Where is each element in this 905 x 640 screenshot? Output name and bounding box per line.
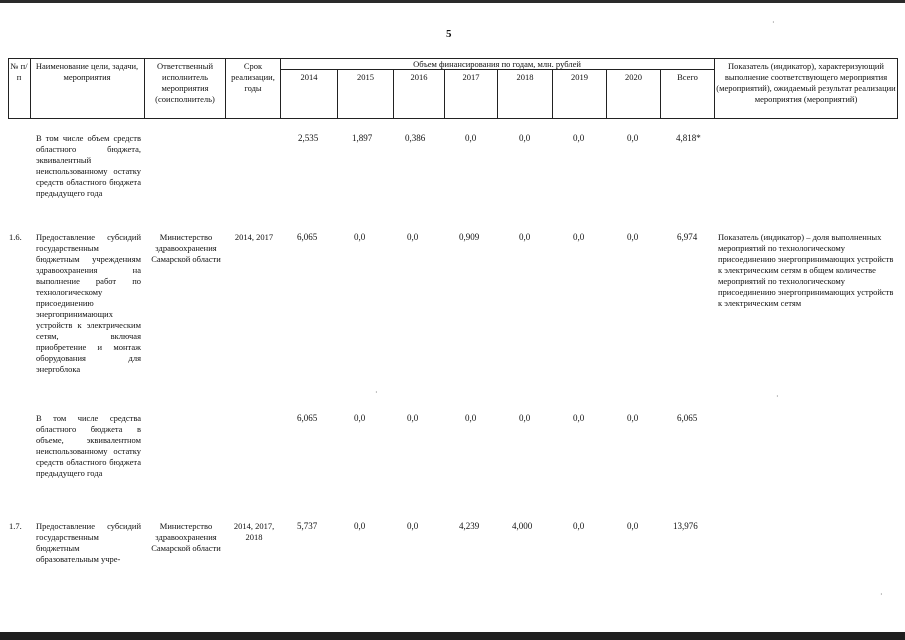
row-term: 2014, 2017, 2018 xyxy=(233,521,275,542)
page-number: 5 xyxy=(446,28,452,40)
row-value: 0,0 xyxy=(573,133,585,143)
row-value: 0,0 xyxy=(627,413,639,423)
row-value: 0,0 xyxy=(573,232,585,242)
header-year: 2017 xyxy=(462,72,480,82)
row-value: 0,0 xyxy=(573,413,585,423)
row-value: 2,535 xyxy=(298,133,319,143)
row-value: 0,0 xyxy=(519,413,531,423)
row-num: 1.7. xyxy=(9,521,22,531)
row-num: 1.6. xyxy=(9,232,22,242)
row-value: 0,0 xyxy=(627,232,639,242)
row-value: 0,0 xyxy=(354,413,366,423)
scan-speck: · xyxy=(772,18,775,27)
row-value: 0,0 xyxy=(354,521,366,531)
row-value: 6,065 xyxy=(297,232,318,242)
header-year: 2020 xyxy=(625,72,642,82)
row-value: 0,0 xyxy=(573,521,585,531)
row-responsible: Министерство здравоохранения Самарской области xyxy=(151,232,221,264)
row-value: 0,0 xyxy=(407,521,419,531)
row-value: 4,239 xyxy=(459,521,480,531)
row-value: 4,000 xyxy=(512,521,533,531)
header-year: 2018 xyxy=(516,72,534,82)
row-name: В том числе объем средств областного бюджета, эквивалентный неиспользованному остатку средств областного бюджета предыдущего года xyxy=(36,133,141,198)
header-year: 2015 xyxy=(357,72,374,82)
row-value: 0,386 xyxy=(405,133,426,143)
top-border xyxy=(0,0,905,3)
row-value: 0,0 xyxy=(465,133,477,143)
row-name: В том числе средства областного бюджета в объеме, эквивалентном неиспользованному остатку средств областного бюджета предыдущего года xyxy=(36,413,141,478)
row-total: 6,974 xyxy=(677,232,698,242)
row-value: 0,0 xyxy=(407,232,419,242)
header-responsible: Ответственный исполнитель мероприятия (соисполнитель) xyxy=(155,61,215,104)
col-divider xyxy=(714,58,715,119)
row-value: 0,0 xyxy=(627,133,639,143)
row-value: 0,0 xyxy=(627,521,639,531)
row-value: 1,897 xyxy=(352,133,373,143)
col-divider xyxy=(30,58,31,119)
row-value: 0,909 xyxy=(459,232,480,242)
header-num: № п/п xyxy=(10,61,28,82)
row-value: 5,737 xyxy=(297,521,318,531)
row-total: 6,065 xyxy=(677,413,698,423)
row-value: 0,0 xyxy=(407,413,419,423)
row-total: 4,818* xyxy=(676,133,701,143)
header-term: Срок реализации, годы xyxy=(231,61,275,93)
row-value: 0,0 xyxy=(519,232,531,242)
header-indicator: Показатель (индикатор), характеризующий выполнение соответствующего мероприятия (мероприятий), ожидаемый результат реализации мероприятия (мероприятий) xyxy=(716,61,896,104)
row-value: 0,0 xyxy=(465,413,477,423)
header-financing: Объем финансирования по годам, млн. рублей xyxy=(413,59,581,69)
header-year: 2019 xyxy=(571,72,588,82)
header-year: 2014 xyxy=(300,72,318,82)
bottom-border xyxy=(0,632,905,640)
col-divider xyxy=(897,58,898,119)
row-total: 13,976 xyxy=(673,521,698,531)
row-name: Предоставление субсидий государственным бюджетным образовательным учре- xyxy=(36,521,141,564)
scan-speck: · xyxy=(375,388,378,397)
header-total: Всего xyxy=(677,72,698,82)
row-value: 0,0 xyxy=(519,133,531,143)
row-value: 0,0 xyxy=(354,232,366,242)
scan-speck: · xyxy=(880,590,883,599)
row-term: 2014, 2017 xyxy=(234,232,274,242)
scan-speck: · xyxy=(776,392,779,401)
row-value: 6,065 xyxy=(297,413,318,423)
header-year: 2016 xyxy=(410,72,428,82)
col-divider xyxy=(280,58,281,119)
row-indicator: Показатель (индикатор) – доля выполненных мероприятий по технологическому присоединению энергопринимающих устройств к электрическим сетям в общем количестве мероприятий по технологическому присоединению энергопринимающих устройств к электрическим сетям xyxy=(718,232,894,308)
col-divider xyxy=(144,58,145,119)
header-name: Наименование цели, задачи, мероприятия xyxy=(35,61,139,82)
header-bottom-line xyxy=(8,118,898,119)
col-divider xyxy=(225,58,226,119)
row-name: Предоставление субсидий государственным бюджетным учреждениям здравоохранения на выполнение работ по технологическому присоединению энергопринимающих устройств к электрическим сетям, включая приобретение и монтаж оборудования для энергоблока xyxy=(36,232,141,374)
row-responsible: Министерство здравоохранения Самарской области xyxy=(151,521,221,553)
